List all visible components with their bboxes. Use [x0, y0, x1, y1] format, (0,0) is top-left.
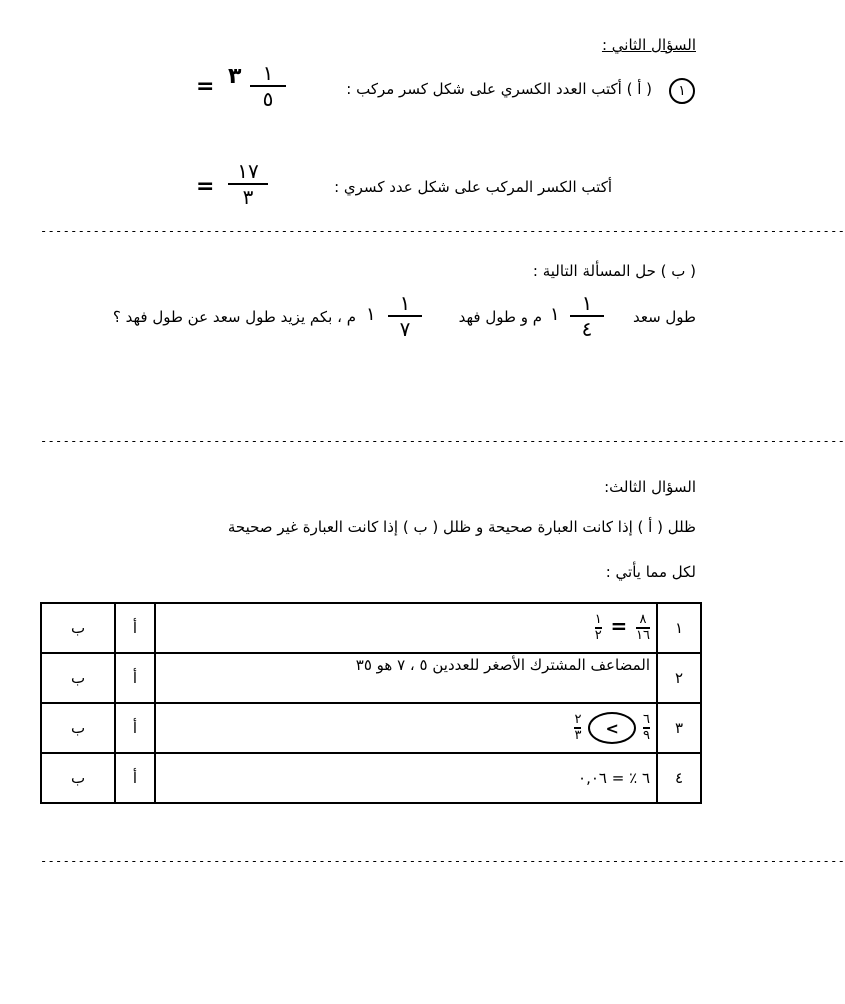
mixed-fraction [250, 62, 286, 110]
lhs-fraction [636, 613, 650, 643]
option-a[interactable]: أ [115, 653, 155, 703]
operator: = [610, 613, 628, 638]
lhs-denominator: ١٦ [636, 627, 650, 643]
rhs-fraction [574, 713, 581, 743]
fahd-whole: ١ [366, 304, 376, 325]
option-b[interactable]: ب [41, 753, 115, 803]
statement-cell [155, 603, 657, 653]
q3-instruction-2: لكل مما يأتي : [605, 563, 696, 581]
true-false-table [40, 602, 702, 804]
table-row [41, 603, 701, 653]
lhs-numerator: ٨ [639, 612, 647, 628]
option-b[interactable]: ب [41, 653, 115, 703]
part-a-text: ( أ ) أكتب العدد الكسري على شكل كسر مركب : [346, 80, 652, 98]
rhs-fraction [595, 613, 602, 643]
rhs-numerator: ٢ [574, 712, 582, 728]
saad-numerator: ١ [581, 291, 593, 315]
lhs-numerator: ٦ [643, 712, 650, 728]
option-a[interactable]: أ [115, 753, 155, 803]
q3-instruction: ظلل ( أ ) إذا كانت العبارة صحيحة و ظلل ( ب ) إذا كانت العبارة غير صحيحة [227, 518, 696, 536]
problem-mid: م و طول فهد [458, 308, 542, 326]
fahd-fraction [388, 292, 422, 340]
table-row [41, 703, 701, 753]
saad-whole: ١ [550, 304, 560, 325]
equals-sign-1: = [196, 74, 215, 99]
part-a2-text: أكتب الكسر المركب على شكل عدد كسري : [334, 178, 612, 196]
problem-end: م ، بكم يزيد طول سعد عن طول فهد ؟ [112, 308, 356, 326]
statement-cell: المضاعف المشترك الأصغر للعددين ٥ ، ٧ هو ٣٥ [155, 653, 657, 703]
fahd-numerator: ١ [399, 291, 411, 315]
saad-denominator: ٤ [581, 317, 593, 341]
mixed-numerator: ١ [262, 61, 274, 85]
row-number: ٤ [657, 753, 701, 803]
lhs-fraction [643, 713, 650, 743]
option-b[interactable]: ب [41, 703, 115, 753]
improper-fraction [228, 160, 268, 208]
option-a[interactable]: أ [115, 603, 155, 653]
option-b[interactable]: ب [41, 603, 115, 653]
mixed-whole: ٣ [228, 64, 242, 89]
option-a[interactable]: أ [115, 703, 155, 753]
statement-cell [155, 703, 657, 753]
table-row [41, 653, 701, 703]
part-b-title: ( ب ) حل المسألة التالية : [532, 262, 696, 280]
part-a-number: ١ [678, 83, 686, 99]
compare-circle[interactable] [588, 712, 636, 744]
table-row [41, 753, 701, 803]
operator: < [605, 718, 619, 738]
q3-title: السؤال الثالث: [604, 478, 696, 496]
separator-3: ----------------------------------------------------------------------------------------------------------- [40, 854, 845, 868]
improper-denominator: ٣ [242, 185, 254, 209]
lhs-denominator: ٩ [643, 727, 650, 743]
statement-cell: ٦ ٪ = ٠,٠٦ [155, 753, 657, 803]
row-number: ٢ [657, 653, 701, 703]
equals-sign-2: = [196, 174, 215, 199]
rhs-denominator: ٢ [594, 627, 602, 643]
fahd-denominator: ٧ [399, 317, 411, 341]
row-number: ٣ [657, 703, 701, 753]
improper-numerator: ١٧ [237, 159, 259, 183]
separator-2: ----------------------------------------------------------------------------------------------------------- [40, 434, 845, 448]
problem-start: طول سعد [632, 308, 696, 326]
separator-1: ----------------------------------------------------------------------------------------------------------- [40, 224, 845, 238]
mixed-denominator: ٥ [262, 87, 274, 111]
rhs-numerator: ١ [594, 612, 602, 628]
rhs-denominator: ٣ [574, 727, 582, 743]
part-a-number-circle [669, 78, 695, 104]
row-number: ١ [657, 603, 701, 653]
q2-title: السؤال الثاني : [601, 36, 696, 54]
saad-fraction [570, 292, 604, 340]
